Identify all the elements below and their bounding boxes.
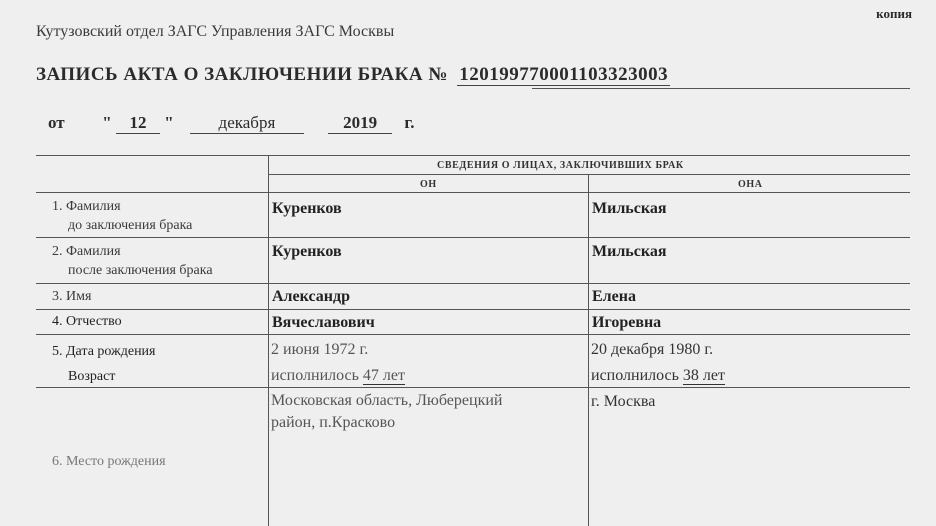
he-age-line bbox=[271, 364, 405, 387]
he-patronymic: Вячеславович bbox=[272, 314, 375, 331]
she-birth-date: 20 декабря 1980 г. bbox=[591, 341, 714, 358]
record-number: 120199770001103323003 bbox=[459, 64, 669, 85]
he-birth-date: 2 июня 1972 г. bbox=[271, 341, 369, 358]
record-day: 12 bbox=[116, 113, 160, 134]
row-divider-3 bbox=[36, 309, 910, 310]
row-divider-1 bbox=[36, 237, 910, 238]
he-birth-date-age bbox=[271, 338, 405, 387]
row-divider-2 bbox=[36, 283, 910, 284]
table-top-border bbox=[36, 155, 910, 156]
row-label-line: 2. Фамилия bbox=[52, 244, 121, 259]
row-label-patronymic: 4. Отчество bbox=[52, 314, 122, 329]
she-age: 38 лет bbox=[682, 367, 725, 384]
she-first-name: Елена bbox=[592, 288, 636, 305]
column-divider-label bbox=[268, 155, 269, 526]
document-title-text: ЗАПИСЬ АКТА О ЗАКЛЮЧЕНИИ БРАКА № bbox=[36, 64, 448, 85]
row-label-line: 1. Фамилия bbox=[52, 199, 121, 214]
she-patronymic: Игоревна bbox=[592, 314, 662, 331]
table-header-divider bbox=[268, 174, 910, 175]
she-age-prefix: исполнилось bbox=[591, 367, 679, 384]
he-birth-place bbox=[271, 390, 502, 434]
registry-office-name: Кутузовский отдел ЗАГС Управления ЗАГС Москвы bbox=[36, 23, 395, 40]
row-label-birth-place: 6. Место рождения bbox=[52, 454, 166, 469]
record-date bbox=[48, 113, 414, 134]
row-divider-5 bbox=[36, 387, 910, 388]
row-label-line: 5. Дата рождения bbox=[52, 344, 156, 359]
day-close-quote: " bbox=[164, 113, 174, 132]
table-columns-divider bbox=[36, 192, 910, 193]
row-divider-4 bbox=[36, 334, 910, 335]
he-surname-before: Куренков bbox=[272, 200, 342, 217]
row-label-surname-before bbox=[52, 197, 192, 235]
year-suffix: г. bbox=[404, 113, 415, 132]
column-header-he: ОН bbox=[420, 179, 437, 190]
column-header-she: ОНА bbox=[738, 179, 763, 190]
document-title bbox=[36, 64, 670, 86]
title-underline bbox=[532, 88, 910, 89]
record-month: декабря bbox=[190, 113, 304, 134]
she-surname-before: Мильская bbox=[592, 200, 667, 217]
he-age: 47 лет bbox=[362, 367, 405, 384]
she-surname-after: Мильская bbox=[592, 243, 667, 260]
row-label-line: после заключения брака bbox=[68, 263, 213, 278]
row-label-line: Возраст bbox=[68, 369, 116, 384]
he-surname-after: Куренков bbox=[272, 243, 342, 260]
he-age-prefix: исполнилось bbox=[271, 367, 359, 384]
he-birth-place-line: Московская область, Люберецкий bbox=[271, 392, 503, 409]
day-open-quote: " bbox=[102, 113, 112, 132]
he-first-name: Александр bbox=[272, 288, 350, 305]
date-prefix: от bbox=[48, 113, 65, 132]
row-label-first-name: 3. Имя bbox=[52, 289, 92, 304]
record-year: 2019 bbox=[328, 113, 392, 134]
column-divider-he-she bbox=[588, 174, 589, 526]
he-birth-place-line: район, п.Красково bbox=[271, 414, 396, 431]
she-age-line bbox=[591, 364, 725, 387]
she-birth-place: г. Москва bbox=[591, 393, 656, 410]
copy-mark: копия bbox=[876, 6, 912, 21]
row-label-surname-after bbox=[52, 242, 213, 280]
row-label-line: до заключения брака bbox=[68, 218, 193, 233]
she-birth-date-age bbox=[591, 338, 725, 387]
row-label-birth-date-age bbox=[52, 339, 156, 389]
section-header: СВЕДЕНИЯ О ЛИЦАХ, ЗАКЛЮЧИВШИХ БРАК bbox=[437, 160, 684, 171]
